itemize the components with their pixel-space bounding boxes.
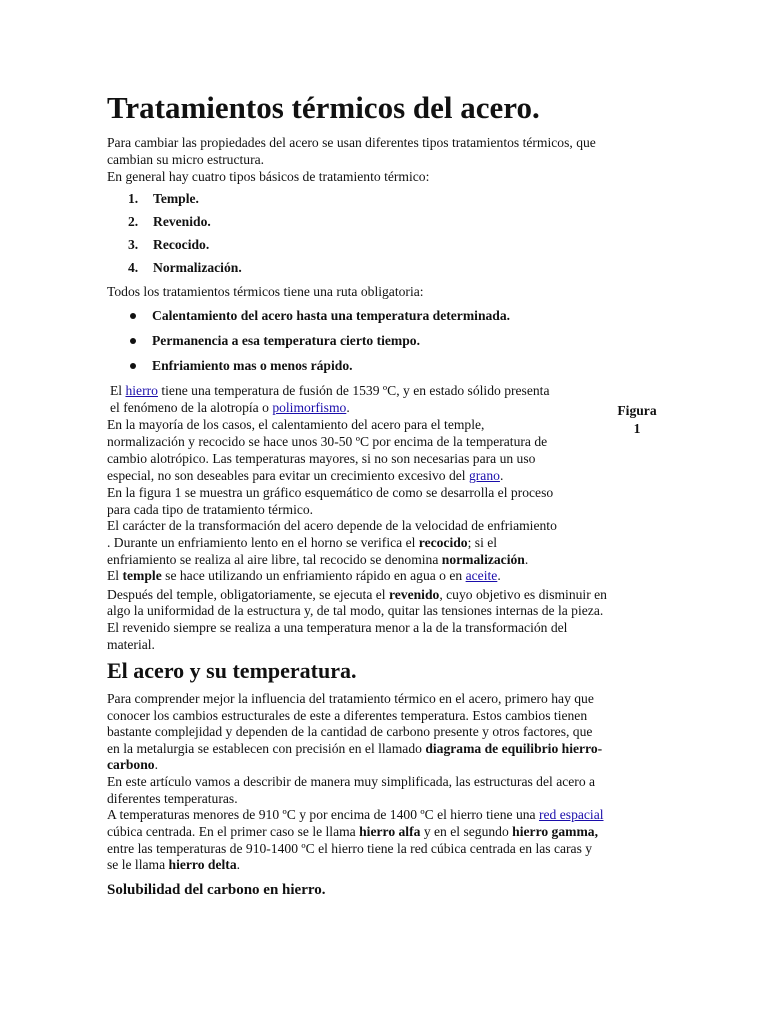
text-run: El (110, 383, 126, 398)
bold-term: hierro alfa (359, 824, 421, 839)
grano-link[interactable]: grano (468, 468, 500, 483)
p1-line-11 (107, 552, 528, 569)
p3-line-7: diferentes temperaturas. (107, 791, 238, 806)
text-run: ; si el (467, 535, 498, 550)
list-item (0, 333, 768, 349)
p2-line-4: material. (107, 637, 155, 652)
text-run: . (154, 757, 158, 772)
p1-line-10 (107, 535, 497, 552)
text-run: , cuyo objetivo es disminuir en (439, 587, 607, 602)
list-text: Normalización. (153, 260, 242, 275)
p1-line-8: para cada tipo de tratamiento térmico. (107, 502, 314, 517)
page-title: Tratamientos térmicos del acero. (107, 90, 540, 125)
intro-line-2: cambian su micro estructura. (107, 152, 265, 167)
text-run: Después del temple, obligatoriamente, se ejecuta el (107, 587, 389, 602)
p1-line-4: normalización y recocido se hace unos 30-50 ºC por encima de la temperatura de (107, 434, 548, 449)
p1-line-6 (107, 468, 503, 485)
hierro-link[interactable]: hierro (125, 383, 158, 398)
p1-line-9: El carácter de la transformación del acero depende de la velocidad de enfriamiento (107, 518, 557, 533)
figure-label-word: Figura (617, 403, 657, 418)
p3-line-5 (107, 757, 158, 774)
p3-line-11 (107, 857, 240, 874)
p3-line-4 (107, 741, 602, 758)
p2-line-2: algo la uniformidad de la estructura y, de tal modo, quitar las tensiones internas de la pieza. (107, 603, 604, 618)
intro-line-1: Para cambiar las propiedades del acero se usan diferentes tipos tratamientos térmicos, que (107, 135, 596, 150)
text-run: el fenómeno de la alotropía o (110, 400, 273, 415)
p3-line-3: bastante complejidad y dependen de la cantidad de carbono presente y otros factores, que (107, 724, 593, 739)
text-run: especial, no son deseables para evitar un crecimiento excesivo del (107, 468, 469, 483)
intro-line-3: En general hay cuatro tipos básicos de tratamiento térmico: (107, 169, 430, 184)
text-run: . (499, 468, 504, 483)
p3-line-6: En este artículo vamos a describir de manera muy simplificada, las estructuras del acero a (107, 774, 596, 789)
bold-term: hierro gamma, (512, 824, 598, 839)
list-item (0, 308, 768, 324)
text-run: . (497, 568, 501, 583)
list-number: 2. (128, 214, 139, 229)
list-item (0, 358, 768, 374)
text-run: . Durante un enfriamiento lento en el horno se verifica el (107, 535, 419, 550)
bold-term: recocido (418, 535, 468, 550)
bullet-icon (130, 338, 136, 344)
p3-line-1: Para comprender mejor la influencia del tratamiento térmico en el acero, primero hay que (107, 691, 594, 706)
text-run: . (524, 552, 529, 567)
text-run: se le llama (107, 857, 169, 872)
list-text: Enfriamiento mas o menos rápido. (152, 358, 353, 373)
route-intro: Todos los tratamientos térmicos tiene una ruta obligatoria: (107, 284, 424, 299)
p1-line-3: En la mayoría de los casos, el calentamiento del acero para el temple, (107, 417, 485, 432)
bold-term: carbono (107, 757, 155, 772)
text-run: se hace utilizando un enfriamiento rápido en agua o en (161, 568, 466, 583)
text-run: cúbica centrada. En el primer caso se le llama (107, 824, 360, 839)
p1-line-12 (107, 568, 501, 585)
p3-line-2: conocer los cambios estructurales de este a diferentes temperatura. Estos cambios tienen (107, 708, 588, 723)
bold-term: revenido (388, 587, 440, 602)
bold-term: temple (122, 568, 162, 583)
figure-label (612, 402, 662, 438)
p3-line-8 (107, 807, 604, 824)
text-run: El (107, 568, 123, 583)
bullet-icon (130, 363, 136, 369)
aceite-link[interactable]: aceite (465, 568, 498, 583)
text-run: . (346, 400, 350, 415)
list-text: Revenido. (153, 214, 211, 229)
text-run: tiene una temperatura de fusión de 1539 ºC, y en estado sólido presenta (157, 383, 550, 398)
bullet-icon (130, 313, 136, 319)
p2-line-1 (107, 587, 607, 604)
p1-line-1 (110, 383, 549, 400)
subsection-heading: Solubilidad del carbono en hierro. (107, 882, 326, 898)
bold-term: diagrama de equilibrio hierro- (425, 741, 603, 756)
list-number: 1. (128, 191, 139, 206)
figure-label-number: 1 (633, 421, 641, 436)
bold-term: hierro delta (168, 857, 237, 872)
p1-line-7: En la figura 1 se muestra un gráfico esquemático de como se desarrolla el proceso (107, 485, 554, 500)
list-number: 3. (128, 237, 139, 252)
text-run: A temperaturas menores de 910 ºC y por encima de 1400 ºC el hierro tiene una (107, 807, 539, 822)
p3-line-9 (107, 824, 598, 841)
p1-line-2 (110, 400, 350, 417)
red-espacial-link[interactable]: red espacial (538, 807, 604, 822)
list-text: Recocido. (153, 237, 210, 252)
list-text: Permanencia a esa temperatura cierto tiempo. (152, 333, 421, 348)
list-text: Calentamiento del acero hasta una temperatura determinada. (152, 308, 511, 323)
list-number: 4. (128, 260, 139, 275)
text-run: enfriamiento se realiza al aire libre, tal recocido se denomina (107, 552, 442, 567)
polimorfismo-link[interactable]: polimorfismo (272, 400, 347, 415)
p3-line-10: entre las temperaturas de 910-1400 ºC el hierro tiene la red cúbica centrada en las caras y (107, 841, 593, 856)
bold-term: normalización (441, 552, 525, 567)
text-run: y en el segundo (420, 824, 513, 839)
p2-line-3: El revenido siempre se realiza a una temperatura menor a la de la transformación del (107, 620, 568, 635)
text-run: . (236, 857, 241, 872)
p1-line-5: cambio alotrópico. Las temperaturas mayores, si no son necesarias para un uso (107, 451, 536, 466)
section-heading: El acero y su temperatura. (107, 658, 357, 683)
text-run: en la metalurgia se establecen con precisión en el llamado (107, 741, 426, 756)
list-text: Temple. (153, 191, 199, 206)
